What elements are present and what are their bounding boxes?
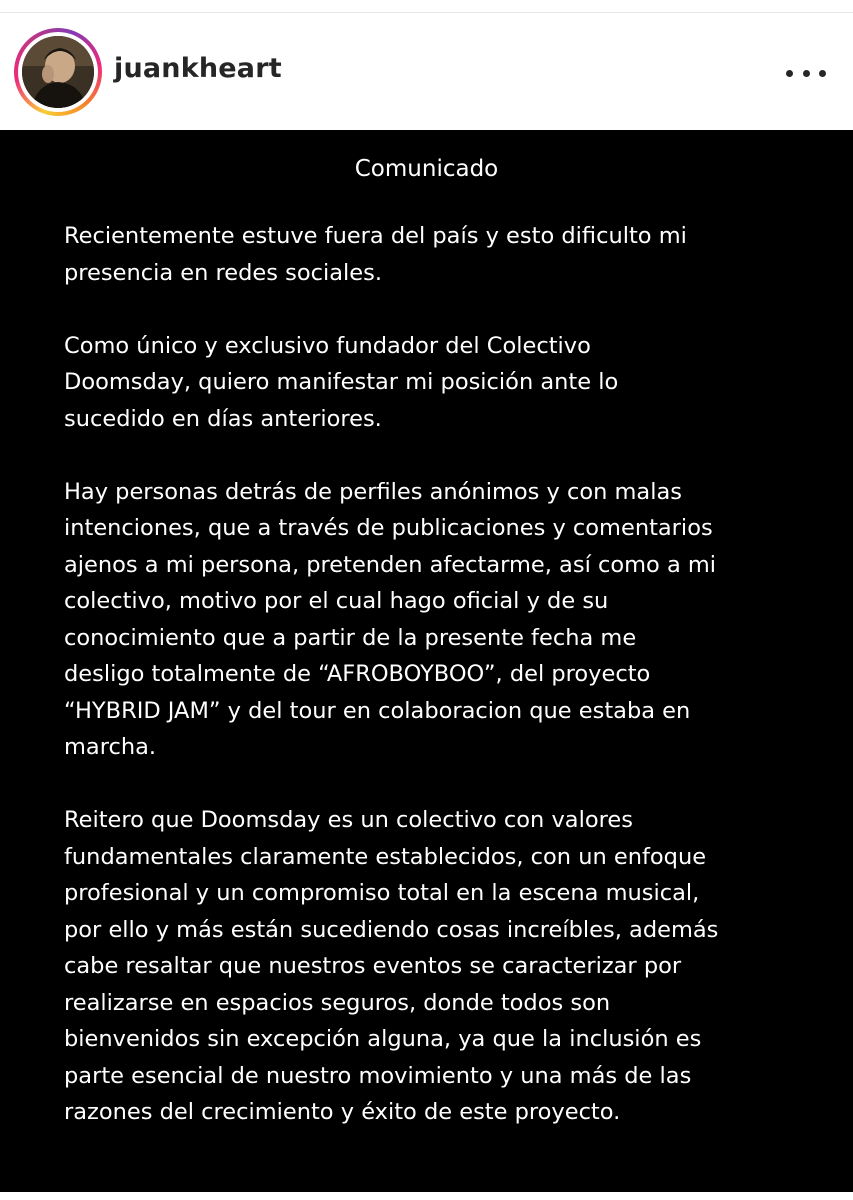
text-line: intenciones, que a través de publicaciones y comentarios	[64, 515, 713, 541]
post-body	[64, 218, 824, 1167]
text-line: Reitero que Doomsday es un colectivo con valores	[64, 807, 633, 833]
post-image[interactable]	[0, 130, 853, 1192]
text-line: marcha.	[64, 734, 157, 760]
username[interactable]: juankheart	[114, 53, 282, 84]
paragraph	[64, 802, 824, 1131]
bottom-strip	[0, 1192, 853, 1200]
story-ring[interactable]	[14, 28, 102, 116]
profile-photo-icon	[22, 36, 94, 108]
paragraph	[64, 218, 824, 291]
post-header	[0, 13, 853, 130]
text-line: presencia en redes sociales.	[64, 259, 382, 286]
text-line: ajenos a mi persona, pretenden afectarme, así como a mi	[64, 551, 717, 578]
text-line: Doomsday, quiero manifestar mi posición ante lo	[64, 369, 619, 395]
post-title: Comunicado	[354, 156, 499, 182]
text-line: profesional y un compromiso total en la escena musical,	[64, 880, 700, 906]
paragraph	[64, 474, 824, 766]
text-line: por ello y más están sucediendo cosas increíbles, además	[64, 916, 719, 943]
text-line: bienvenidos sin excepción alguna, ya que la inclusión es	[64, 1026, 702, 1052]
text-line: Hay personas detrás de perfiles anónimos y con malas	[64, 478, 682, 505]
text-line: sucedido en días anteriores.	[64, 405, 382, 432]
text-line: Recientemente estuve fuera del país y esto dificulto mi	[64, 223, 687, 249]
more-options-button[interactable]	[786, 65, 826, 81]
text-line: fundamentales claramente establecidos, con un enfoque	[64, 843, 707, 870]
avatar[interactable]	[22, 36, 94, 108]
text-line: Como único y exclusivo fundador del Colectivo	[64, 332, 591, 359]
more-horizontal-icon	[786, 70, 793, 77]
paragraph	[64, 328, 824, 438]
text-line: “HYBRID JAM” y del tour en colaboracion que estaba en	[64, 697, 691, 724]
text-line: parte esencial de nuestro movimiento y una más de las	[64, 1062, 692, 1089]
text-line: razones del crecimiento y éxito de este proyecto.	[64, 1099, 621, 1125]
text-line: cabe resaltar que nuestros eventos se caracterizar por	[64, 953, 682, 979]
text-line: realizarse en espacios seguros, donde todos son	[64, 989, 611, 1016]
text-line: colectivo, motivo por el cual hago oficial y de su	[64, 588, 609, 614]
text-line: desligo totalmente de “AFROBOYBOO”, del proyecto	[64, 661, 651, 687]
text-line: conocimiento que a partir de la presente fecha me	[64, 624, 637, 651]
